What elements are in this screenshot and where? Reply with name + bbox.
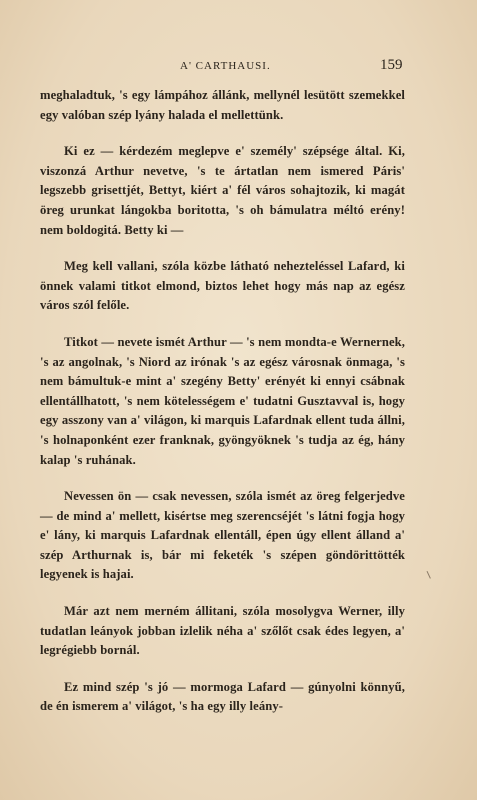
paragraph: Már azt nem merném állitani, szóla mosolygva Werner, illy tudatlan leányok jobban izlelik néha a' szőlőt csak édes legyen, a' legrégiebb bornál. [40, 604, 405, 658]
page-number: 159 [380, 57, 403, 73]
paragraph: Ki ez — kérdezém meglepve e' személy' szépsége által. Ki, viszonzá Arthur nevetve, 's te ártatlan nem ismered Páris' legszebb grisettjét, Bettyt, kiért a' fél város sohajtozik, ki magát öreg urunkat lángokba boritotta, 's oh bámulatra méltó erény! nem boldogitá. Betty ki — [40, 144, 405, 237]
paragraph: Ez mind szép 's jó — mormoga Lafard — gúnyolni könnyű, de én ismerem a' világot, 's ha egy illy leány- [40, 679, 405, 714]
running-head [0, 57, 477, 80]
paragraph: Titkot — nevete ismét Arthur — 's nem mondta-e Wernernek, 's az angolnak, 's Niord az irónak 's az egész városnak önmaga, 's nem bámultuk-e mint a' szegény Betty' erényét ki ennyi csábnak ellentállhatott, 's nem kötelességem e' tudatni Gusztavval is, hogy egy asszony van a' világon, ki marquis Lafardnak ellent tuda állni, 's holnaponként ezer franknak, gyöngyöknek 's tudja az ég, hány kalap 's ruhának. [40, 334, 405, 467]
running-title: A' CARTHAUSI. [180, 60, 271, 72]
ink-mark [427, 569, 435, 578]
body-text [40, 86, 405, 717]
paragraph: Meg kell vallani, szóla közbe látható nehezteléssel Lafard, ki önnek valami titkot elmond, biztos lehet hogy más nap az egész város szól felőle. [40, 259, 405, 313]
paragraph: Nevessen ön — csak nevessen, szóla ismét az öreg felgerjedve — de mind a' mellett, kisértse meg szerencséjét 's látni fogja hogy e' lány, ki marquis Lafardnak ellentáll, épen úgy ellent álland a' szép Arthurnak is, bár mi feketék 's szépen göndörittötték legyenek is hajai. [40, 489, 405, 582]
paragraph: meghaladtuk, 's egy lámpához állánk, mellynél lesütött szemekkel egy valóban szép lyány halada el mellettünk. [40, 88, 405, 122]
